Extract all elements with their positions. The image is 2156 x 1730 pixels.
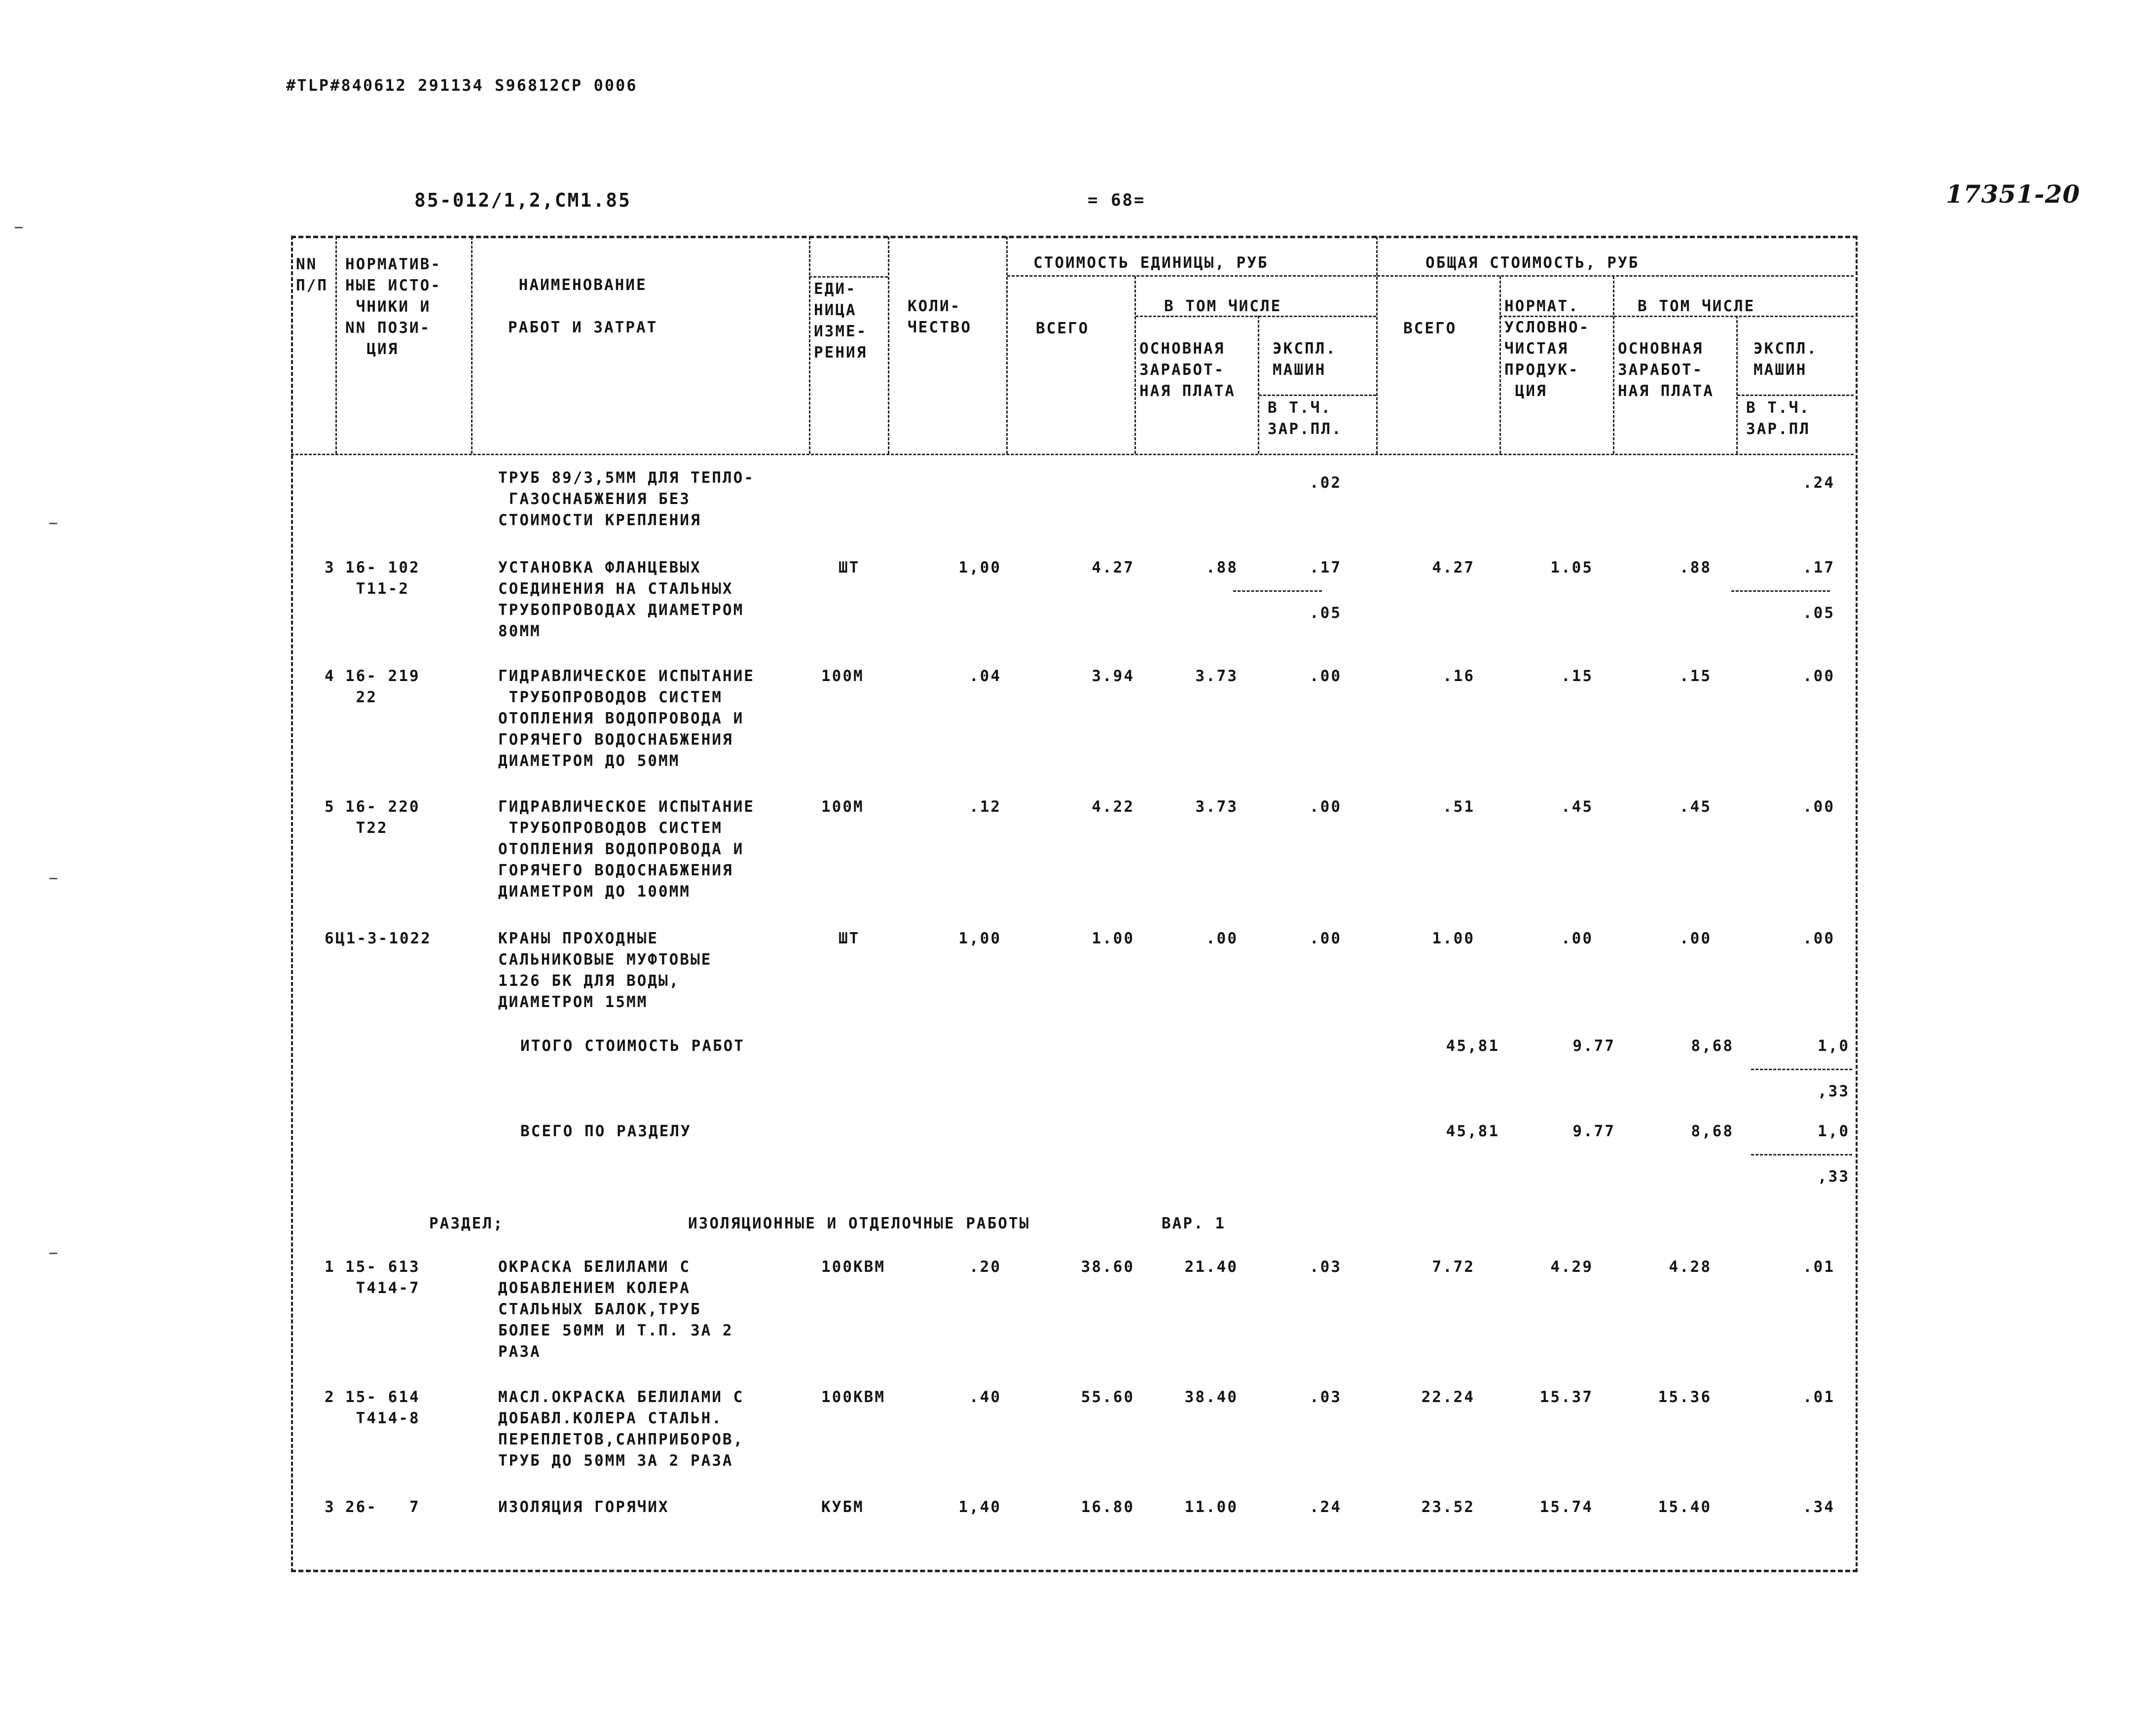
row-unit-total: 4.27 <box>1092 559 1134 577</box>
row-total-mach: .00 <box>1803 667 1835 685</box>
row-code: Ц1-3-1022 <box>335 930 432 947</box>
row-unit: КУБМ <box>821 1498 864 1516</box>
header-rule <box>1259 395 1376 396</box>
col-sep <box>1134 276 1136 454</box>
row-total-wage: .88 <box>1680 559 1712 577</box>
row-unit-wage: .00 <box>1206 930 1238 947</box>
header-unit-incl: В ТОМ ЧИСЛЕ <box>1164 297 1282 315</box>
row-name: ОКРАСКА БЕЛИЛАМИ С ДОБАВЛЕНИЕМ КОЛЕРА СТАЛЬНЫХ БАЛОК,ТРУБ БОЛЕЕ 50ММ И Т.П. ЗА 2 РАЗА <box>498 1258 733 1361</box>
margin-mark <box>49 878 57 879</box>
col-sep <box>471 237 473 454</box>
row-qty: 1,00 <box>958 930 1001 947</box>
header-total-norm: НОРМАТ. УСЛОВНО- ЧИСТАЯ ПРОДУК- ЦИЯ <box>1504 297 1590 400</box>
row-total-wage: .15 <box>1680 667 1712 685</box>
row-qty: .12 <box>969 798 1001 816</box>
page-number: = 68= <box>1088 190 1146 210</box>
row-total-norm: .15 <box>1561 667 1593 685</box>
row-total-total: 7.72 <box>1432 1258 1475 1276</box>
subtotal-works-wage: 8,68 <box>1691 1037 1734 1055</box>
document-code: #TLP#840612 291134 S96812CP 0006 <box>286 76 638 95</box>
row-code: 16- 102 T11-2 <box>345 559 420 598</box>
row-unit: ШТ <box>839 559 860 577</box>
row-total-mach: .17 <box>1803 559 1835 577</box>
row-qty: .40 <box>969 1388 1001 1406</box>
row-name: ТРУБ 89/3,5ММ ДЛЯ ТЕПЛО- ГАЗОСНАБЖЕНИЯ БЕЗ СТОИМОСТИ КРЕПЛЕНИЯ <box>498 469 755 529</box>
row-total-norm: 1.05 <box>1550 559 1593 577</box>
row-unit-mach: .02 <box>1310 474 1342 492</box>
row-nn: 4 <box>325 667 335 685</box>
margin-mark <box>15 227 23 228</box>
subtotal-works-label: ИТОГО СТОИМОСТЬ РАБОТ <box>520 1037 745 1055</box>
row-total-mach: .00 <box>1803 930 1835 947</box>
header-total-wage: ОСНОВНАЯ ЗАРАБОТ- НАЯ ПЛАТА <box>1618 340 1714 400</box>
col-sep <box>1258 316 1259 454</box>
row-total-norm: 15.37 <box>1539 1388 1593 1406</box>
header-rule <box>1007 275 1376 277</box>
header-rule <box>1737 395 1854 396</box>
col-sep <box>809 237 810 454</box>
row-unit-mach: .00 <box>1310 667 1342 685</box>
row-unit-total: 3.94 <box>1092 667 1134 685</box>
row-unit: 100КВМ <box>821 1388 885 1406</box>
row-total-norm: 15.74 <box>1539 1498 1593 1516</box>
header-total-total: ВСЕГО <box>1403 320 1457 337</box>
subtotal-section-mach-wage: ,33 <box>1818 1168 1850 1186</box>
row-name: ГИДРАВЛИЧЕСКОЕ ИСПЫТАНИЕ ТРУБОПРОВОДОВ СИСТЕМ ОТОПЛЕНИЯ ВОДОПРОВОДА И ГОРЯЧЕГО ВОДОСНАБЖЕНИЯ ДИАМЕТРОМ ДО 100ММ <box>498 798 755 901</box>
subtotal-works-total: 45,81 <box>1446 1037 1499 1055</box>
subtotal-works-mach: 1,0 <box>1818 1037 1850 1055</box>
row-unit: ШТ <box>839 930 860 947</box>
col-sep <box>1613 276 1614 454</box>
row-unit-wage: 3.73 <box>1195 667 1238 685</box>
mach-divider <box>1233 590 1322 592</box>
col-sep <box>1376 237 1378 454</box>
row-unit-wage: 21.40 <box>1184 1258 1238 1276</box>
row-nn: 2 <box>325 1388 335 1406</box>
header-name: НАИМЕНОВАНИЕ РАБОТ И ЗАТРАТ <box>508 276 658 336</box>
row-name: КРАНЫ ПРОХОДНЫЕ САЛЬНИКОВЫЕ МУФТОВЫЕ 1126 БК ДЛЯ ВОДЫ, ДИАМЕТРОМ 15ММ <box>498 930 712 1011</box>
row-nn: 3 <box>325 1498 335 1516</box>
row-name: УСТАНОВКА ФЛАНЦЕВЫХ СОЕДИНЕНИЯ НА СТАЛЬНЫХ ТРУБОПРОВОДАХ ДИАМЕТРОМ 80ММ <box>498 559 744 640</box>
col-sep <box>335 237 337 454</box>
subtotal-works-mach-wage: ,33 <box>1818 1082 1850 1100</box>
row-nn: 1 <box>325 1258 335 1276</box>
row-total-norm: 4.29 <box>1550 1258 1593 1276</box>
subtotal-section-mach: 1,0 <box>1818 1122 1850 1140</box>
row-unit-total: 16.80 <box>1081 1498 1134 1516</box>
row-total-mach: .34 <box>1803 1498 1835 1516</box>
row-unit-total: 1.00 <box>1092 930 1134 947</box>
subtotal-section-total: 45,81 <box>1446 1122 1499 1140</box>
row-total-norm: .45 <box>1561 798 1593 816</box>
header-unit-mach-wage: В Т.Ч. ЗАР.ПЛ. <box>1268 399 1343 438</box>
row-total-mach: .01 <box>1803 1258 1835 1276</box>
header-unit-total: ВСЕГО <box>1036 320 1090 337</box>
row-total-mach: .24 <box>1803 474 1835 492</box>
col-sep <box>1006 237 1008 454</box>
row-total-total: 23.52 <box>1421 1498 1475 1516</box>
header-total-mach-wage: В Т.Ч. ЗАР.ПЛ <box>1746 399 1810 438</box>
section-variant: ВАР. 1 <box>1162 1215 1226 1232</box>
col-sep <box>1499 276 1501 454</box>
header-unit-wage: ОСНОВНАЯ ЗАРАБОТ- НАЯ ПЛАТА <box>1139 340 1236 400</box>
header-norm-source: НОРМАТИВ- НЫЕ ИСТО- ЧНИКИ И NN ПОЗИ- ЦИЯ <box>345 255 441 358</box>
row-unit-total: 38.60 <box>1081 1258 1134 1276</box>
row-total-wage: 4.28 <box>1669 1258 1712 1276</box>
row-code: 16- 220 T22 <box>345 798 420 837</box>
row-qty: 1,40 <box>958 1498 1001 1516</box>
row-total-total: .16 <box>1443 667 1475 685</box>
sheet-reference: 85-012/1,2,СМ1.85 <box>414 189 631 211</box>
header-unit-cost: СТОИМОСТЬ ЕДИНИЦЫ, РУБ <box>1033 254 1269 272</box>
row-unit-wage: .88 <box>1206 559 1238 577</box>
row-total-total: 1.00 <box>1432 930 1475 947</box>
row-total-total: .51 <box>1443 798 1475 816</box>
row-qty: .20 <box>969 1258 1001 1276</box>
row-unit: 100КВМ <box>821 1258 885 1276</box>
col-sep <box>888 237 889 454</box>
row-unit-wage: 38.40 <box>1184 1388 1238 1406</box>
mach-divider <box>1751 1154 1852 1155</box>
row-nn: 5 <box>325 798 335 816</box>
subtotal-works-norm: 9.77 <box>1572 1037 1615 1055</box>
subtotal-section-norm: 9.77 <box>1572 1122 1615 1140</box>
subtotal-section-label: ВСЕГО ПО РАЗДЕЛУ <box>520 1122 692 1140</box>
row-total-wage: .00 <box>1680 930 1712 947</box>
row-name: ИЗОЛЯЦИЯ ГОРЯЧИХ <box>498 1498 669 1516</box>
margin-mark <box>49 1253 57 1254</box>
row-name: МАСЛ.ОКРАСКА БЕЛИЛАМИ С ДОБАВЛ.КОЛЕРА СТАЛЬН. ПЕРЕПЛЕТОВ,САНПРИБОРОВ, ТРУБ ДО 50ММ ЗА 2 РАЗА <box>498 1388 744 1470</box>
row-code: 15- 613 T414-7 <box>345 1258 420 1297</box>
header-rule <box>1377 275 1854 277</box>
row-unit: 100М <box>821 798 864 816</box>
row-unit-total: 4.22 <box>1092 798 1134 816</box>
mach-divider <box>1731 590 1830 592</box>
row-total-total: 4.27 <box>1432 559 1475 577</box>
header-total-mach: ЭКСПЛ. МАШИН <box>1754 340 1818 379</box>
header-rule <box>809 276 888 278</box>
row-unit-total: 55.60 <box>1081 1388 1134 1406</box>
header-bottom-rule <box>291 454 1854 455</box>
row-qty: .04 <box>969 667 1001 685</box>
mach-divider <box>1751 1069 1852 1070</box>
section-title: ИЗОЛЯЦИОННЫЕ И ОТДЕЛОЧНЫЕ РАБОТЫ <box>688 1215 1030 1232</box>
row-total-wage: 15.40 <box>1658 1498 1712 1516</box>
header-total-cost: ОБЩАЯ СТОИМОСТЬ, РУБ <box>1425 254 1640 272</box>
section-label: РАЗДЕЛ; <box>429 1215 504 1232</box>
header-qty: КОЛИ- ЧЕСТВО <box>908 297 972 336</box>
header-unit: ЕДИ- НИЦА ИЗМЕ- РЕНИЯ <box>814 280 868 361</box>
row-unit-mach: .03 <box>1310 1388 1342 1406</box>
header-nn: NN П/П <box>296 255 328 294</box>
stamp-number: 17351-20 <box>1946 180 2081 209</box>
header-unit-mach: ЭКСПЛ. МАШИН <box>1273 340 1337 379</box>
subtotal-section-wage: 8,68 <box>1691 1122 1734 1140</box>
row-qty: 1,00 <box>958 559 1001 577</box>
row-name: ГИДРАВЛИЧЕСКОЕ ИСПЫТАНИЕ ТРУБОПРОВОДОВ СИСТЕМ ОТОПЛЕНИЯ ВОДОПРОВОДА И ГОРЯЧЕГО ВОДОСНАБЖЕНИЯ ДИАМЕТРОМ ДО 50ММ <box>498 667 755 770</box>
margin-mark <box>49 523 57 524</box>
row-unit-wage: 11.00 <box>1184 1498 1238 1516</box>
row-unit-wage: 3.73 <box>1195 798 1238 816</box>
header-total-incl: В ТОМ ЧИСЛЕ <box>1638 297 1755 315</box>
row-unit-mach: .17 <box>1310 559 1342 577</box>
row-total-wage: .45 <box>1680 798 1712 816</box>
row-code: 15- 614 T414-8 <box>345 1388 420 1427</box>
row-code: 16- 219 22 <box>345 667 420 706</box>
row-unit-mach-wage: .05 <box>1310 604 1342 622</box>
row-unit-mach: .00 <box>1310 930 1342 947</box>
row-nn: 3 <box>325 559 335 577</box>
row-unit-mach: .03 <box>1310 1258 1342 1276</box>
estimate-table <box>291 236 1858 1572</box>
row-total-mach: .00 <box>1803 798 1835 816</box>
row-unit: 100М <box>821 667 864 685</box>
row-unit-mach: .24 <box>1310 1498 1342 1516</box>
row-nn: 6 <box>325 930 335 947</box>
row-total-wage: 15.36 <box>1658 1388 1712 1406</box>
row-unit-mach: .00 <box>1310 798 1342 816</box>
row-total-mach: .01 <box>1803 1388 1835 1406</box>
row-code: 26- 7 <box>345 1498 420 1516</box>
row-total-norm: .00 <box>1561 930 1593 947</box>
row-total-total: 22.24 <box>1421 1388 1475 1406</box>
col-sep <box>1736 316 1738 454</box>
row-total-mach-wage: .05 <box>1803 604 1835 622</box>
